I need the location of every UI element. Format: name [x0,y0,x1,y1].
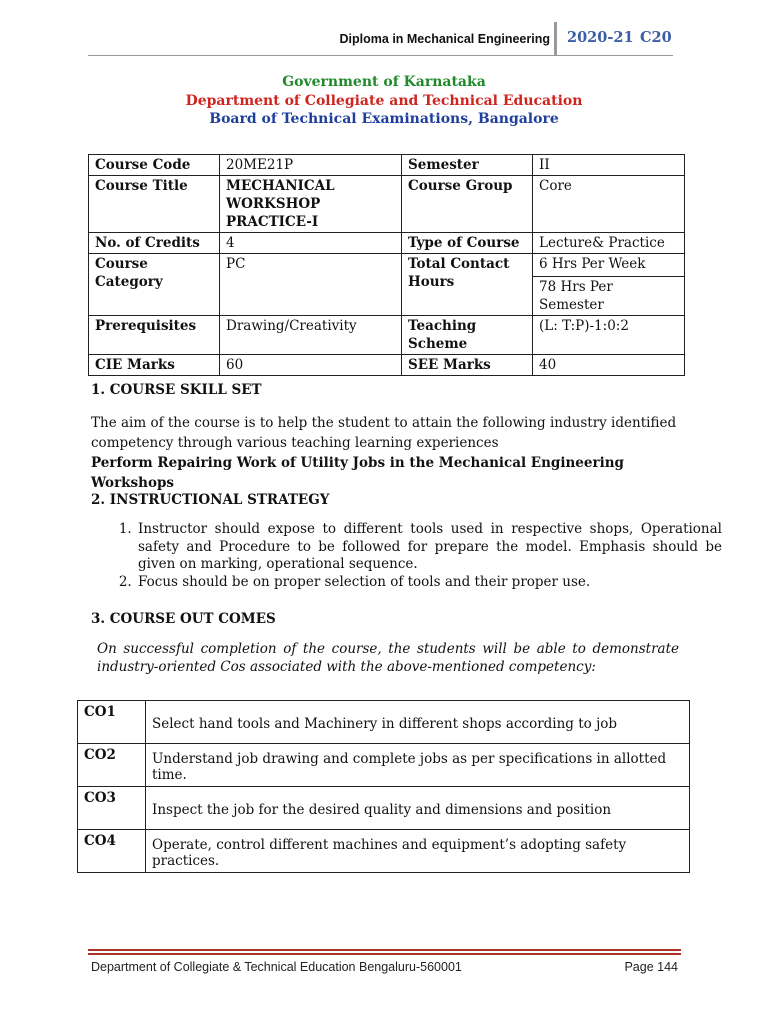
course-title-value [220,176,402,233]
outcome-text: Select hand tools and Machinery in different shops according to job [146,701,690,744]
course-title-line-2: WORKSHOP PRACTICE-I [226,196,321,230]
footer-rule [88,953,681,955]
course-category-line-1: Course [95,256,148,272]
skill-set-line-2: competency through various teaching learning experiences [91,435,499,451]
table-row [89,176,685,233]
program-title: Diploma in Mechanical Engineering [339,32,550,46]
skill-set-line-1: The aim of the course is to help the student to attain the following industry identified [91,415,677,431]
list-item: 2. Focus should be on proper selection of tools and their proper use. [136,574,722,592]
page-header [0,22,768,56]
prerequisites-label: Prerequisites [89,316,220,355]
competency-statement: Perform Repairing Work of Utility Jobs in the Mechanical Engineering Workshops [91,455,624,491]
see-marks-label: SEE Marks [402,355,533,376]
see-marks-value: 40 [533,355,685,376]
academic-year: 2020-21 [567,29,634,46]
semester-value: II [533,155,685,176]
list-item: 1. Instructor should expose to different tools used in respective shops, Operational safety and Procedure to be followed for prepare the model. Emphasis should be given on marking, operational sequence. [136,521,722,574]
scheme-code: C20 [640,29,672,46]
course-group-value: Core [533,176,685,233]
table-row [78,830,690,873]
footer-department: Department of Collegiate & Technical Education Bengaluru-560001 [91,960,462,974]
table-row [89,155,685,176]
course-category-line-2: Category [95,274,163,290]
table-row [78,787,690,830]
table-row [89,254,685,277]
teaching-scheme-value: (L: T:P)-1:0:2 [533,316,685,355]
contact-hours-week: 6 Hrs Per Week [533,254,685,277]
course-category-value: PC [220,254,402,316]
teaching-scheme-label [402,316,533,355]
semester-label: Semester [402,155,533,176]
department-line: Department of Collegiate and Technical Education [185,93,583,109]
course-code-value: 20ME21P [220,155,402,176]
government-line: Government of Karnataka [282,74,486,90]
cie-marks-value: 60 [220,355,402,376]
page-number: Page 144 [624,960,678,974]
section-heading-outcomes: 3. COURSE OUT COMES [91,611,276,627]
course-type-label: Type of Course [402,233,533,254]
contact-hours-line-1: Total Contact [408,256,510,272]
course-code-label: Course Code [89,155,220,176]
course-title-label: Course Title [89,176,220,233]
course-type-value: Lecture& Practice [533,233,685,254]
outcome-code: CO2 [78,744,146,787]
table-row [89,233,685,254]
board-line: Board of Technical Examinations, Bangalore [209,111,559,127]
outcome-code: CO1 [78,701,146,744]
cie-marks-label: CIE Marks [89,355,220,376]
course-group-label: Course Group [402,176,533,233]
course-outcomes-table [77,700,690,873]
teaching-scheme-line-2: Scheme [408,336,468,352]
course-category-label [89,254,220,316]
strategy-list [91,521,722,591]
outcome-text: Operate, control different machines and equipment’s adopting safety practices. [146,830,690,873]
credits-label: No. of Credits [89,233,220,254]
contact-hours-label [402,254,533,316]
outcome-code: CO4 [78,830,146,873]
table-row [89,316,685,355]
table-row [89,355,685,376]
header-rule [88,55,673,56]
skill-set-text [91,413,691,493]
outcome-code: CO3 [78,787,146,830]
outcome-text: Inspect the job for the desired quality and dimensions and position [146,787,690,830]
credits-value: 4 [220,233,402,254]
prerequisites-value: Drawing/Creativity [220,316,402,355]
footer-rule [88,949,681,951]
outcome-text: Understand job drawing and complete jobs as per specifications in allotted time. [146,744,690,787]
course-title-line-1: MECHANICAL [226,178,335,194]
table-row [78,744,690,787]
contact-hours-semester: 78 Hrs Per Semester [533,277,685,316]
table-row [78,701,690,744]
teaching-scheme-line-1: Teaching [408,318,477,334]
course-info-table [88,154,685,376]
section-heading-skill-set: 1. COURSE SKILL SET [91,382,262,398]
outcomes-intro: On successful completion of the course, the students will be able to demonstrate industry-oriented Cos associated with the above-mentioned competency: [97,641,679,675]
contact-hours-line-2: Hours [408,274,455,290]
header-divider [554,22,557,56]
section-heading-strategy: 2. INSTRUCTIONAL STRATEGY [91,492,330,508]
